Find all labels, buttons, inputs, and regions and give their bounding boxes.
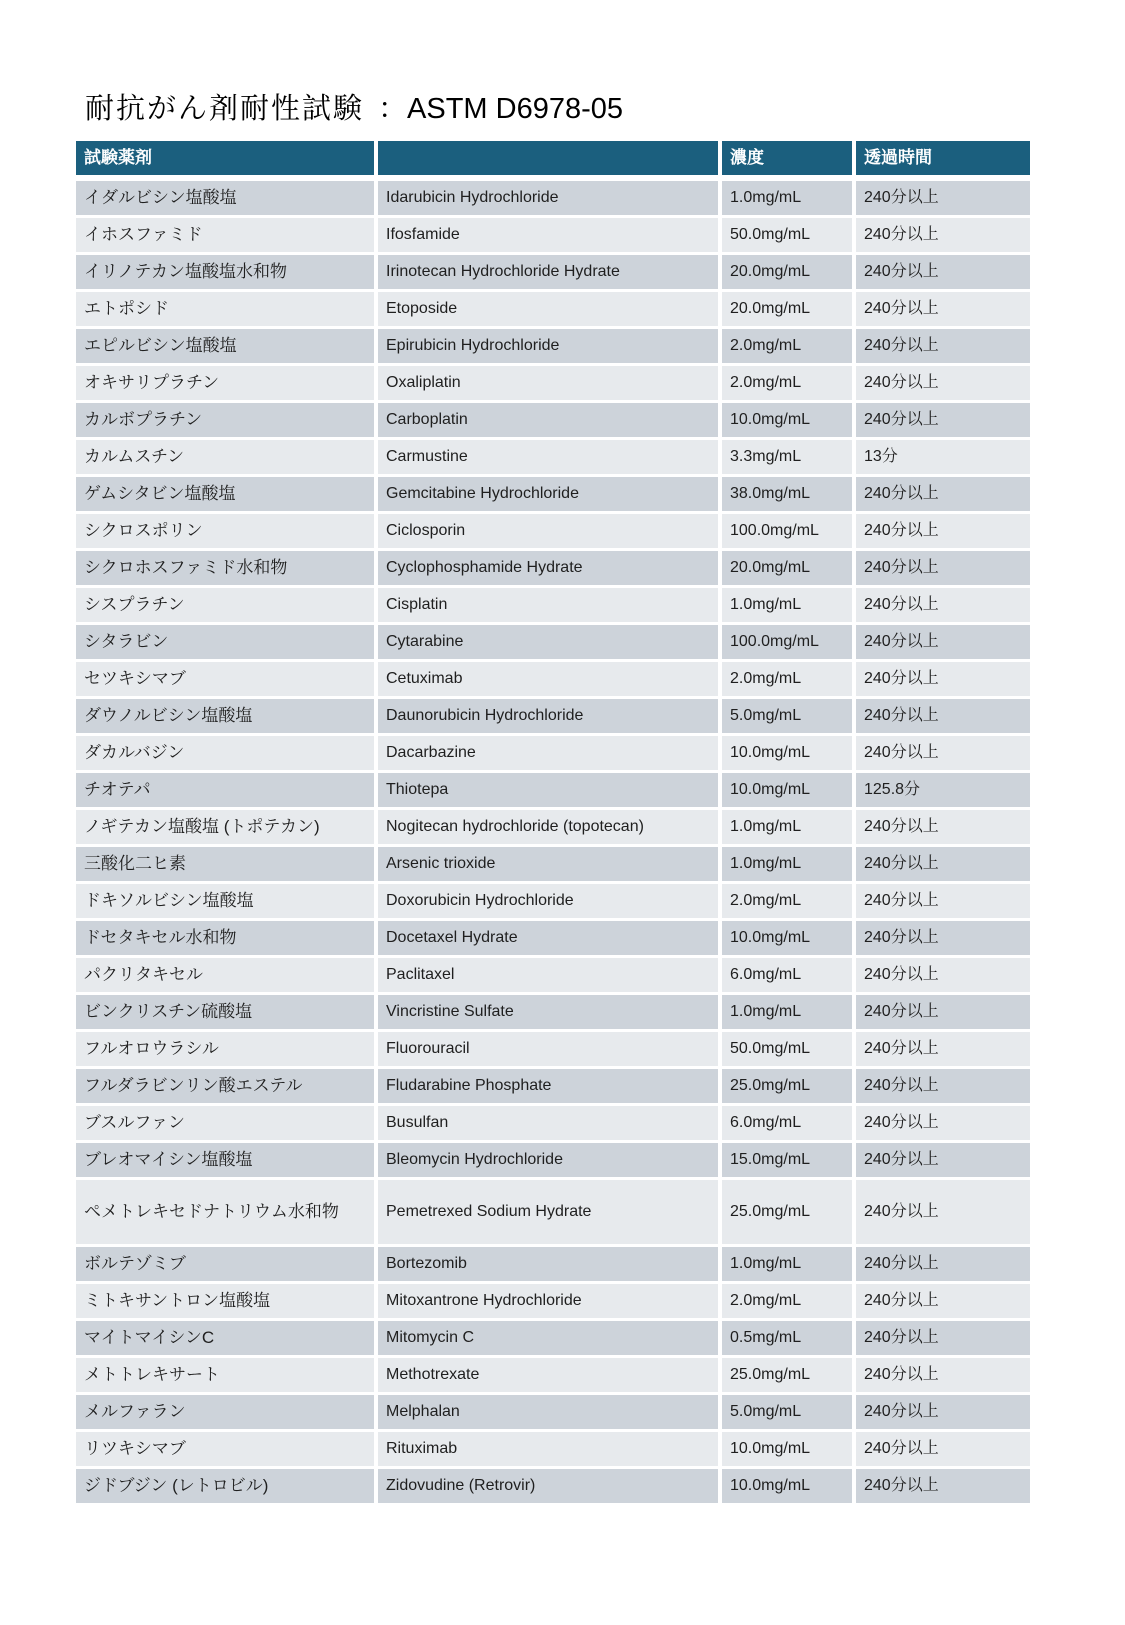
cell-time: 240分以上 [856,1069,1030,1103]
cell-jp-name: カルムスチン [76,440,374,474]
cell-en-name: Fluorouracil [378,1032,718,1066]
cell-jp-name: シスプラチン [76,588,374,622]
cell-jp-name: ブレオマイシン塩酸塩 [76,1143,374,1177]
cell-en-name: Mitoxantrone Hydrochloride [378,1284,718,1318]
cell-time: 240分以上 [856,884,1030,918]
table-row [76,662,1030,696]
cell-en-name: Paclitaxel [378,958,718,992]
cell-time: 240分以上 [856,625,1030,659]
cell-time: 240分以上 [856,477,1030,511]
cell-en-name: Thiotepa [378,773,718,807]
cell-time: 240分以上 [856,1432,1030,1466]
table-row [76,958,1030,992]
cell-jp-name: マイトマイシンC [76,1321,374,1355]
cell-concentration: 20.0mg/mL [722,551,852,585]
cell-jp-name: パクリタキセル [76,958,374,992]
header-cell-english-name [378,141,718,175]
cell-concentration: 25.0mg/mL [722,1180,852,1244]
cell-jp-name: シタラビン [76,625,374,659]
cell-jp-name: イリノテカン塩酸塩水和物 [76,255,374,289]
cell-time: 240分以上 [856,218,1030,252]
cell-concentration: 10.0mg/mL [722,736,852,770]
table-row [76,1284,1030,1318]
cell-jp-name: シクロスポリン [76,514,374,548]
cell-concentration: 1.0mg/mL [722,995,852,1029]
cell-en-name: Gemcitabine Hydrochloride [378,477,718,511]
table-row [76,477,1030,511]
table-row [76,1032,1030,1066]
cell-en-name: Fludarabine Phosphate [378,1069,718,1103]
cell-jp-name: ダウノルビシン塩酸塩 [76,699,374,733]
cell-time: 240分以上 [856,514,1030,548]
cell-jp-name: ボルテゾミブ [76,1247,374,1281]
cell-jp-name: フルオロウラシル [76,1032,374,1066]
page-title [85,86,623,127]
cell-concentration: 1.0mg/mL [722,1247,852,1281]
table-header-row [76,141,1030,175]
cell-time: 240分以上 [856,662,1030,696]
cell-time: 240分以上 [856,1247,1030,1281]
cell-time: 240分以上 [856,1321,1030,1355]
cell-jp-name: チオテパ [76,773,374,807]
cell-time: 240分以上 [856,1143,1030,1177]
cell-en-name: Carboplatin [378,403,718,437]
cell-concentration: 100.0mg/mL [722,514,852,548]
cell-jp-name: リツキシマブ [76,1432,374,1466]
cell-concentration: 1.0mg/mL [722,810,852,844]
table-row [76,403,1030,437]
cell-time: 240分以上 [856,1284,1030,1318]
cell-time: 240分以上 [856,736,1030,770]
table-row [76,551,1030,585]
cell-en-name: Dacarbazine [378,736,718,770]
cell-time: 240分以上 [856,255,1030,289]
cell-en-name: Vincristine Sulfate [378,995,718,1029]
cell-jp-name: ダカルバジン [76,736,374,770]
cell-en-name: Melphalan [378,1395,718,1429]
cell-en-name: Zidovudine (Retrovir) [378,1469,718,1503]
cell-jp-name: メルファラン [76,1395,374,1429]
cell-en-name: Methotrexate [378,1358,718,1392]
cell-concentration: 10.0mg/mL [722,773,852,807]
cell-jp-name: イホスファミド [76,218,374,252]
cell-concentration: 2.0mg/mL [722,1284,852,1318]
cell-time: 240分以上 [856,1180,1030,1244]
cell-concentration: 25.0mg/mL [722,1069,852,1103]
cell-concentration: 15.0mg/mL [722,1143,852,1177]
table-row [76,1321,1030,1355]
header-cell-test-drug: 試験薬剤 [76,141,374,175]
cell-jp-name: セツキシマブ [76,662,374,696]
cell-concentration: 2.0mg/mL [722,329,852,363]
table-row [76,847,1030,881]
cell-jp-name: ノギテカン塩酸塩 (トポテカン) [76,810,374,844]
cell-en-name: Bortezomib [378,1247,718,1281]
cell-concentration: 2.0mg/mL [722,366,852,400]
cell-jp-name: イダルビシン塩酸塩 [76,181,374,215]
cell-jp-name: ジドブジン (レトロビル) [76,1469,374,1503]
cell-concentration: 25.0mg/mL [722,1358,852,1392]
page-title-japanese: 耐抗がん剤耐性試験 [85,93,365,125]
table-row [76,1247,1030,1281]
table-row [76,1469,1030,1503]
table-row [76,1106,1030,1140]
cell-time: 240分以上 [856,181,1030,215]
cell-jp-name: ドセタキセル水和物 [76,921,374,955]
page-title-standard-code: ：ASTM D6978-05 [378,93,624,125]
cell-concentration: 20.0mg/mL [722,292,852,326]
table-row [76,1432,1030,1466]
cell-jp-name: エピルビシン塩酸塩 [76,329,374,363]
cell-jp-name: ミトキサントロン塩酸塩 [76,1284,374,1318]
cell-time: 240分以上 [856,699,1030,733]
table-row [76,736,1030,770]
cell-en-name: Busulfan [378,1106,718,1140]
table-row [76,1143,1030,1177]
table-row [76,884,1030,918]
table-row [76,329,1030,363]
cell-concentration: 6.0mg/mL [722,958,852,992]
cell-jp-name: オキサリプラチン [76,366,374,400]
table-row [76,1180,1030,1244]
table-row [76,588,1030,622]
cell-en-name: Pemetrexed Sodium Hydrate [378,1180,718,1244]
cell-jp-name: ブスルファン [76,1106,374,1140]
table-row [76,1069,1030,1103]
cell-en-name: Mitomycin C [378,1321,718,1355]
cell-time: 240分以上 [856,329,1030,363]
cell-jp-name: シクロホスファミド水和物 [76,551,374,585]
cell-jp-name: エトポシド [76,292,374,326]
table-row [76,292,1030,326]
table-row [76,921,1030,955]
cell-time: 125.8分 [856,773,1030,807]
cell-concentration: 10.0mg/mL [722,921,852,955]
cell-concentration: 50.0mg/mL [722,1032,852,1066]
cell-jp-name: ペメトレキセドナトリウム水和物 [76,1180,374,1244]
table-row [76,218,1030,252]
cell-time: 240分以上 [856,403,1030,437]
table-body [76,181,1030,1503]
table-row [76,699,1030,733]
cell-en-name: Idarubicin Hydrochloride [378,181,718,215]
cell-en-name: Irinotecan Hydrochloride Hydrate [378,255,718,289]
cell-time: 240分以上 [856,292,1030,326]
cell-en-name: Epirubicin Hydrochloride [378,329,718,363]
cell-time: 240分以上 [856,1358,1030,1392]
cell-concentration: 5.0mg/mL [722,699,852,733]
cell-concentration: 100.0mg/mL [722,625,852,659]
table-row [76,625,1030,659]
header-cell-permeation-time: 透過時間 [856,141,1030,175]
cell-en-name: Ciclosporin [378,514,718,548]
cell-time: 240分以上 [856,1469,1030,1503]
cell-time: 240分以上 [856,921,1030,955]
cell-en-name: Arsenic trioxide [378,847,718,881]
table-row [76,255,1030,289]
table-row [76,773,1030,807]
cell-jp-name: ビンクリスチン硫酸塩 [76,995,374,1029]
cell-en-name: Bleomycin Hydrochloride [378,1143,718,1177]
cell-concentration: 2.0mg/mL [722,662,852,696]
table-row [76,181,1030,215]
table-row [76,514,1030,548]
cell-jp-name: カルボプラチン [76,403,374,437]
cell-en-name: Cyclophosphamide Hydrate [378,551,718,585]
cell-concentration: 38.0mg/mL [722,477,852,511]
header-cell-concentration: 濃度 [722,141,852,175]
cell-concentration: 10.0mg/mL [722,403,852,437]
cell-concentration: 10.0mg/mL [722,1432,852,1466]
cell-time: 240分以上 [856,995,1030,1029]
table-row [76,1358,1030,1392]
cell-time: 240分以上 [856,366,1030,400]
cell-en-name: Cetuximab [378,662,718,696]
cell-time: 240分以上 [856,958,1030,992]
cell-time: 240分以上 [856,1032,1030,1066]
cell-concentration: 3.3mg/mL [722,440,852,474]
cell-en-name: Daunorubicin Hydrochloride [378,699,718,733]
cell-time: 240分以上 [856,847,1030,881]
cell-concentration: 1.0mg/mL [722,588,852,622]
cell-en-name: Nogitecan hydrochloride (topotecan) [378,810,718,844]
table-row [76,366,1030,400]
table-row [76,440,1030,474]
cell-time: 240分以上 [856,810,1030,844]
cell-time: 240分以上 [856,588,1030,622]
cell-en-name: Cytarabine [378,625,718,659]
table-row [76,995,1030,1029]
table-row [76,1395,1030,1429]
cell-concentration: 10.0mg/mL [722,1469,852,1503]
cell-concentration: 6.0mg/mL [722,1106,852,1140]
cell-concentration: 20.0mg/mL [722,255,852,289]
cell-time: 240分以上 [856,1395,1030,1429]
cell-en-name: Rituximab [378,1432,718,1466]
cell-en-name: Oxaliplatin [378,366,718,400]
cell-en-name: Ifosfamide [378,218,718,252]
cell-jp-name: メトトレキサート [76,1358,374,1392]
table-row [76,810,1030,844]
cell-en-name: Carmustine [378,440,718,474]
cell-concentration: 5.0mg/mL [722,1395,852,1429]
cell-en-name: Etoposide [378,292,718,326]
cell-en-name: Doxorubicin Hydrochloride [378,884,718,918]
cell-concentration: 1.0mg/mL [722,847,852,881]
cell-concentration: 50.0mg/mL [722,218,852,252]
cell-jp-name: フルダラビンリン酸エステル [76,1069,374,1103]
cell-jp-name: ゲムシタビン塩酸塩 [76,477,374,511]
cell-concentration: 0.5mg/mL [722,1321,852,1355]
cell-jp-name: ドキソルビシン塩酸塩 [76,884,374,918]
cell-concentration: 1.0mg/mL [722,181,852,215]
cell-time: 240分以上 [856,1106,1030,1140]
drug-permeation-table [76,141,1030,1506]
cell-time: 13分 [856,440,1030,474]
cell-jp-name: 三酸化二ヒ素 [76,847,374,881]
cell-en-name: Cisplatin [378,588,718,622]
cell-en-name: Docetaxel Hydrate [378,921,718,955]
cell-concentration: 2.0mg/mL [722,884,852,918]
cell-time: 240分以上 [856,551,1030,585]
